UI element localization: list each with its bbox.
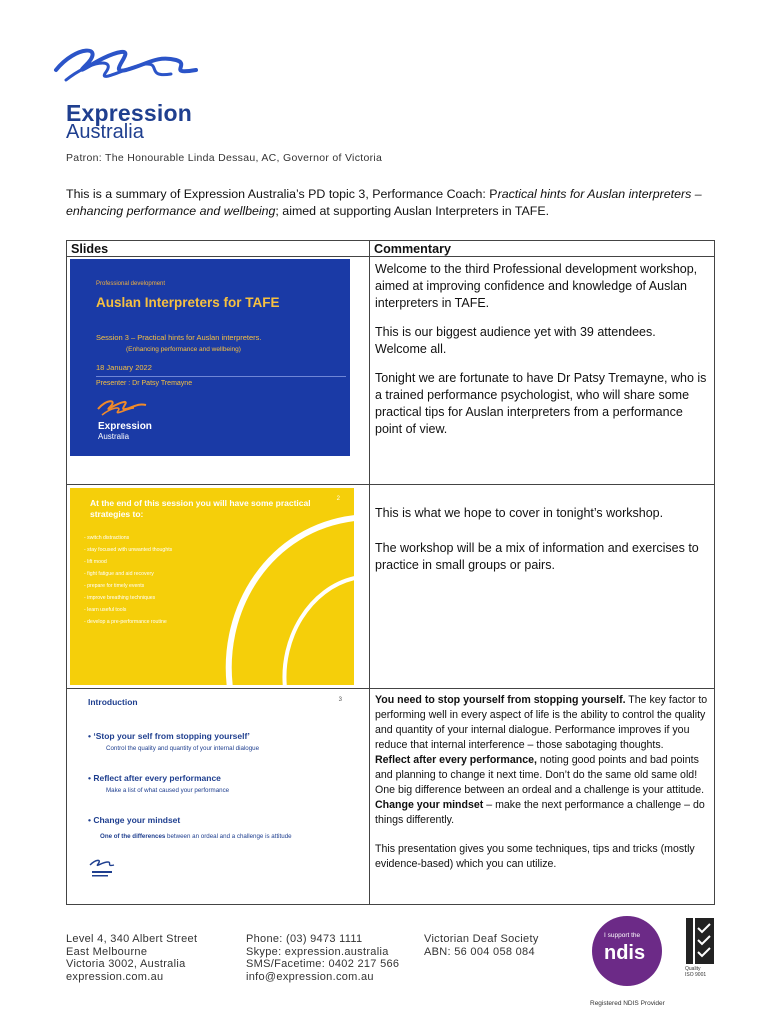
footer-society-name: Victorian Deaf Society xyxy=(424,933,539,945)
footer-abn: ABN: 56 004 058 084 xyxy=(424,945,535,958)
slide-1-presenter: Presenter : Dr Patsy Tremayne xyxy=(96,380,193,387)
slide-2-page-number: 2 xyxy=(336,496,340,502)
slide-3-bullet-3-sub xyxy=(100,833,292,840)
table-row xyxy=(67,485,715,689)
slide-3-bullet-1-sub: Control the quality and quantity of your internal dialogue xyxy=(106,745,260,752)
certification-text xyxy=(685,966,706,978)
footer-website-link[interactable]: expression.com.au xyxy=(66,970,164,983)
commentary-paragraph: Welcome to the third Professional development workshop, aimed at improving confidence and knowledge of Auslan interpreters in TAFE. xyxy=(375,262,698,310)
brand-name-line2: Australia xyxy=(66,121,144,143)
commentary-bold: You need to stop yourself from stopping yourself. xyxy=(375,694,626,706)
table-header-row xyxy=(67,241,715,257)
footer-address-line: Level 4, 340 Albert Street xyxy=(66,933,198,945)
footer-address-line: East Melbourne xyxy=(66,945,148,958)
commentary-paragraph: This presentation gives you some techniques, tips and tricks (mostly evidence-based) which you can utilize. xyxy=(375,843,695,870)
list-item: - lift mood xyxy=(84,559,107,565)
footer-contact xyxy=(246,933,399,983)
slide-cell xyxy=(67,485,370,689)
slide-3-page-number: 3 xyxy=(338,697,342,703)
slide-cell xyxy=(67,689,370,905)
footer-sms: SMS/Facetime: 0402 217 566 xyxy=(246,958,400,970)
ndis-big-text: ndis xyxy=(604,942,646,964)
cert-line: Quality xyxy=(685,966,701,972)
commentary-cell xyxy=(370,485,715,689)
list-item: - switch distractions xyxy=(84,535,130,541)
table-row xyxy=(67,257,715,485)
commentary-paragraph: The workshop will be a mix of information and exercises to practice in small groups or pairs. xyxy=(375,541,699,572)
slide-1-session: Session 3 – Practical hints for Auslan interpreters. xyxy=(96,333,262,342)
commentary-paragraph xyxy=(375,753,709,783)
summary-table xyxy=(66,240,715,905)
slide-1-logo-swirl-icon xyxy=(94,397,154,421)
commentary-paragraph: Tonight we are fortunate to have Dr Patsy Tremayne, who is a trained performance psychologist, who will share some practical tips for Auslan interpreters from a performance point of view. xyxy=(375,371,707,436)
intro-text-2: ; aimed at supporting Auslan Interpreters in TAFE. xyxy=(275,204,550,218)
cert-line: ISO 9001 xyxy=(685,972,707,978)
ndis-caption: Registered NDIS Provider xyxy=(590,1000,665,1007)
header-slides: Slides xyxy=(67,241,370,257)
slide-1-logo-text-2: Australia xyxy=(98,432,130,441)
list-item: - develop a pre-performance routine xyxy=(84,619,167,625)
footer-skype: Skype: expression.australia xyxy=(246,945,389,958)
commentary-paragraph: This is what we hope to cover in tonight’s workshop. xyxy=(375,506,664,520)
commentary-paragraph xyxy=(375,693,709,753)
commentary-cell xyxy=(370,257,715,485)
commentary-paragraph xyxy=(375,783,709,828)
slide-3-bullet-2-sub: Make a list of what caused your performance xyxy=(106,787,230,794)
intro-paragraph xyxy=(66,186,726,220)
slide-3-bullet-3-sub-bold: One of the differences xyxy=(100,833,166,840)
footer-phone: Phone: (03) 9473 1111 xyxy=(246,933,363,945)
intro-text-1: This is a summary of Expression Australia’s PD topic 3, Performance Coach: P xyxy=(66,187,498,201)
footer-address-line: Victoria 3002, Australia xyxy=(66,958,186,970)
slide-3-logo-swirl-icon xyxy=(88,857,118,879)
list-item: - fight fatigue and aid recovery xyxy=(84,571,154,577)
slide-3-bullet-3-sub-rest: between an ordeal and a challenge is attitude xyxy=(165,833,292,840)
commentary-bold: Change your mindset xyxy=(375,799,484,811)
slide-3-thumbnail xyxy=(70,691,354,886)
slide-3-bullet-1: • ‘Stop your self from stopping yourself’ xyxy=(88,731,250,741)
slide-2-list xyxy=(84,532,172,628)
brand-name-line1: Expression xyxy=(66,100,192,126)
header-commentary: Commentary xyxy=(370,241,715,257)
commentary-text: The key factor to performing well in every aspect of life is the ability to control the quality and quantity of your internal dialogue. Performance improves if you reduce that internal interference – those sabotaging thoughts. xyxy=(375,694,708,751)
slide-3-bullet-3: • Change your mindset xyxy=(88,815,181,825)
list-item: - learn useful tools xyxy=(84,607,127,613)
footer-email-link[interactable]: info@expression.com.au xyxy=(246,970,374,983)
slide-cell xyxy=(67,257,370,485)
list-item: - stay focused with unwanted thoughts xyxy=(84,547,173,553)
footer-society xyxy=(424,933,539,958)
intro-italic: ractical hints for Auslan interpreters – enhancing performance and wellbeing xyxy=(66,187,702,218)
patron-line: Patron: The Honourable Linda Dessau, AC, Governor of Victoria xyxy=(66,152,383,164)
commentary-paragraph: This is our biggest audience yet with 39 attendees. Welcome all. xyxy=(375,325,656,356)
slide-1-thumbnail xyxy=(70,259,350,456)
commentary-text: noting good points and bad points and planning to change it next time. Don’t do the same old same old! xyxy=(375,754,699,781)
list-item: - prepare for timely events xyxy=(84,583,145,589)
slide-1-subtitle: (Enhancing performance and wellbeing) xyxy=(126,346,241,353)
ndis-small-text: I support the xyxy=(604,932,641,939)
slide-1-logo-text-1: Expression xyxy=(98,421,152,432)
table-row xyxy=(67,689,715,905)
slide-1-divider xyxy=(96,376,346,377)
ndis-logo xyxy=(592,916,662,986)
slide-1-date: 18 January 2022 xyxy=(96,363,152,372)
slide-3-bullet-2: • Reflect after every performance xyxy=(88,773,221,783)
footer-address xyxy=(66,933,197,983)
slide-1-title: Auslan Interpreters for TAFE xyxy=(96,295,280,310)
slide-3-title: Introduction xyxy=(88,697,138,707)
commentary-cell xyxy=(370,689,715,905)
commentary-text: One big difference between an ordeal and a challenge is your attitude. xyxy=(375,784,705,796)
slide-2-heading: At the end of this session you will have some practical strategies to: xyxy=(90,498,311,519)
commentary-text: – make the next performance a challenge – do things differently. xyxy=(375,799,705,826)
commentary-bold: Reflect after every performance, xyxy=(375,754,537,766)
list-item: - improve breathing techniques xyxy=(84,595,156,601)
slide-2-thumbnail xyxy=(70,488,354,685)
slide-1-pd-label: Professional development xyxy=(96,281,166,287)
